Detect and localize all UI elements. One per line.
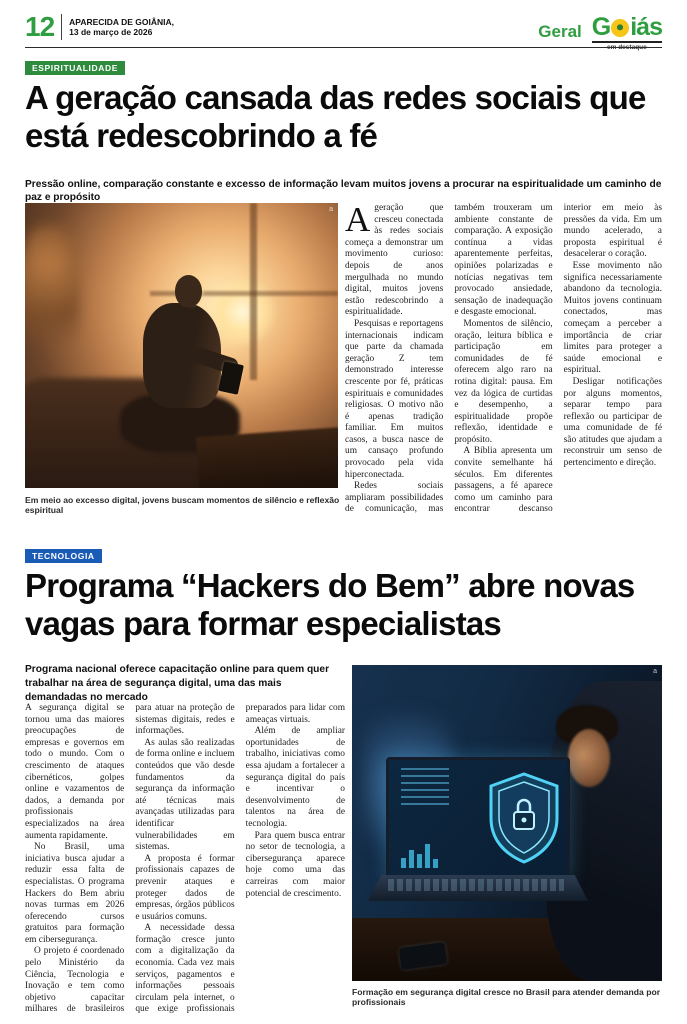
article1-deck: Pressão online, comparação constante e excesso de informação levam muitos jovens a procurar na espiritualidade um caminho de paz e propósito bbox=[25, 179, 662, 203]
article1-headline: A geração cansada das redes sociais que está redescobrindo a fé bbox=[25, 79, 646, 154]
laptop-screen bbox=[386, 757, 570, 881]
logo-wordmark bbox=[592, 15, 662, 40]
edition-info bbox=[69, 17, 174, 38]
laptop-keyboard bbox=[388, 879, 564, 891]
photo-watermark: a bbox=[653, 668, 657, 675]
article2-photo bbox=[352, 665, 662, 981]
paragraph: O projeto é coordenado pelo Ministério da Ciência, Tecnologia e Inovação e tem como objetivo capacitar milhares de brasileiros para atuar na proteção de sistemas digitais, redes e informações. bbox=[25, 703, 235, 1015]
paragraph: Esse movimento não significa necessariamente abandono da tecnologia. Muitos jovens continuam conectados, mas começam a perceber a importância de criar limites para proteger a saúde emocional e espiritual. bbox=[563, 260, 662, 376]
page-header bbox=[25, 11, 662, 51]
page-number: 12 bbox=[25, 11, 55, 42]
logo-text-ias: iás bbox=[630, 13, 662, 41]
edition-date: 13 de março de 2026 bbox=[69, 27, 153, 37]
article1-body bbox=[345, 200, 662, 527]
paragraph: No Brasil, uma iniciativa busca ajudar a reduzir essa falta de especialistas. O programa Hackers do Bem abriu novas turmas em 2026 oferecendo cursos gratuitos para formação em cibersegurança. bbox=[25, 842, 125, 945]
logo-underline bbox=[592, 41, 662, 43]
logo-tagline: em destaque bbox=[607, 44, 647, 51]
paragraph: Além de ampliar oportunidades de trabalho, iniciativas como essa ajudam a fortalecer a segurança digital do país e incentivar o desenvolvimento de talentos na área de tecnologia. bbox=[245, 726, 345, 829]
section-tag-espiritualidade: ESPIRITUALIDADE bbox=[25, 61, 125, 75]
table-shape bbox=[196, 427, 338, 488]
newspaper-logo bbox=[592, 15, 662, 51]
paragraph: Redes sociais ampliaram possibilidades de comunicação, mas também trouxeram um ambiente constante de comparação. A exposição contínua a vidas aparentemente perfeitas, opiniões polarizadas e notícias negativas tem provocado ansiedade, sensação de inadequação e desgaste emocional. bbox=[345, 203, 553, 515]
article1-photo-caption: Em meio ao excesso digital, jovens buscam momentos de silêncio e reflexão espiritual bbox=[25, 495, 340, 515]
lamp-shape bbox=[25, 226, 79, 376]
edition-block bbox=[25, 13, 174, 41]
edition-city: APARECIDA DE GOIÂNIA, bbox=[69, 16, 174, 27]
article1-photo bbox=[25, 203, 338, 488]
header-rule bbox=[25, 47, 662, 48]
paragraph: A segurança digital se tornou uma das maiores preocupações de empresas e governos em todo o mundo. Com o crescimento de ataques cibernéticos, golpes online e vazamentos de dados, a demanda por profissionais especializados na área aumenta rapidamente. bbox=[25, 703, 125, 841]
person-face bbox=[568, 729, 610, 787]
article2-deck: Programa nacional oferece capacitação online para quem quer trabalhar na área de segurança digital, uma das mais demandadas no mercado bbox=[25, 664, 330, 703]
masthead bbox=[538, 15, 662, 51]
logo-text-g: G bbox=[591, 13, 611, 41]
article2-body bbox=[25, 703, 345, 1021]
person-head bbox=[175, 275, 202, 307]
paragraph: A proposta é formar profissionais capazes de prevenir ataques e proteger dados de empresas, órgãos públicos e usuários comuns. bbox=[135, 853, 235, 922]
photo-watermark: a bbox=[329, 206, 333, 213]
paragraph: As aulas são realizadas de forma online e incluem conteúdos que vão desde fundamentos da segurança da informação até técnicas mais avançadas utilizadas para identificar vulnerabilidades em sistemas. bbox=[135, 737, 235, 853]
edition-divider bbox=[61, 14, 62, 40]
paragraph: Ageração que cresceu conectada às redes sociais começa a demonstrar um movimento curioso: depois de anos mergulhada no mundo digital, muitos jovens estão redescobrindo a espiritualidade. bbox=[345, 200, 444, 318]
paragraph: Desligar notificações por alguns momentos, separar tempo para reflexão ou participar de uma comunidade de fé são atitudes que ajudam a reconstruir um senso de pertencimento e direção. bbox=[563, 376, 662, 469]
paragraph: Momentos de silêncio, oração, leitura bíblica e participação em comunidades de fé oferecem algo raro na rotina digital: pausa. Em vez da lógica de curtidas e desempenho, a espiritualidade propõe reflexão, identidade e propósito. bbox=[454, 318, 553, 445]
paragraph: Para quem busca entrar no setor de tecnologia, a cibersegurança aparece hoje como uma das carreiras com maior potencial de crescimento. bbox=[245, 830, 345, 899]
logo-o-icon bbox=[611, 19, 629, 37]
article2-photo-caption: Formação em segurança digital cresce no Brasil para atender demanda por profissionais bbox=[352, 987, 661, 1007]
paragraph: A Bíblia apresenta um convite semelhante há séculos. Em diferentes passagens, a fé aparece como um caminho para encontrar descanso interior em meio às pressões da vida. Em um mundo acelerado, a proposta espiritual é desacelerar o coração. bbox=[454, 203, 662, 515]
paragraph: Pesquisas e reportagens internacionais indicam que parte da chamada geração Z tem demonstrado interesse crescente por fé, práticas espirituais e comunidades religiosas. O motivo não é apenas tradição familiar. Em muitos casos, a busca nasce de um cansaço profundo provocado pela vida hiperconectada. bbox=[345, 318, 444, 480]
code-lines bbox=[401, 768, 449, 808]
article2-headline: Programa “Hackers do Bem” abre novas vagas para formar especialistas bbox=[25, 567, 635, 642]
chart-bars bbox=[401, 834, 443, 868]
shield-lock-icon bbox=[481, 770, 567, 866]
section-tag-tecnologia: TECNOLOGIA bbox=[25, 549, 102, 563]
section-label: Geral bbox=[538, 22, 582, 41]
paragraph: A necessidade dessa formação cresce junto com a digitalização da economia. Cada vez mais serviços, pagamentos e informações pessoais circulam pela internet, o que exige profissionais preparados para lidar com ameaças virtuais. bbox=[135, 703, 345, 1015]
